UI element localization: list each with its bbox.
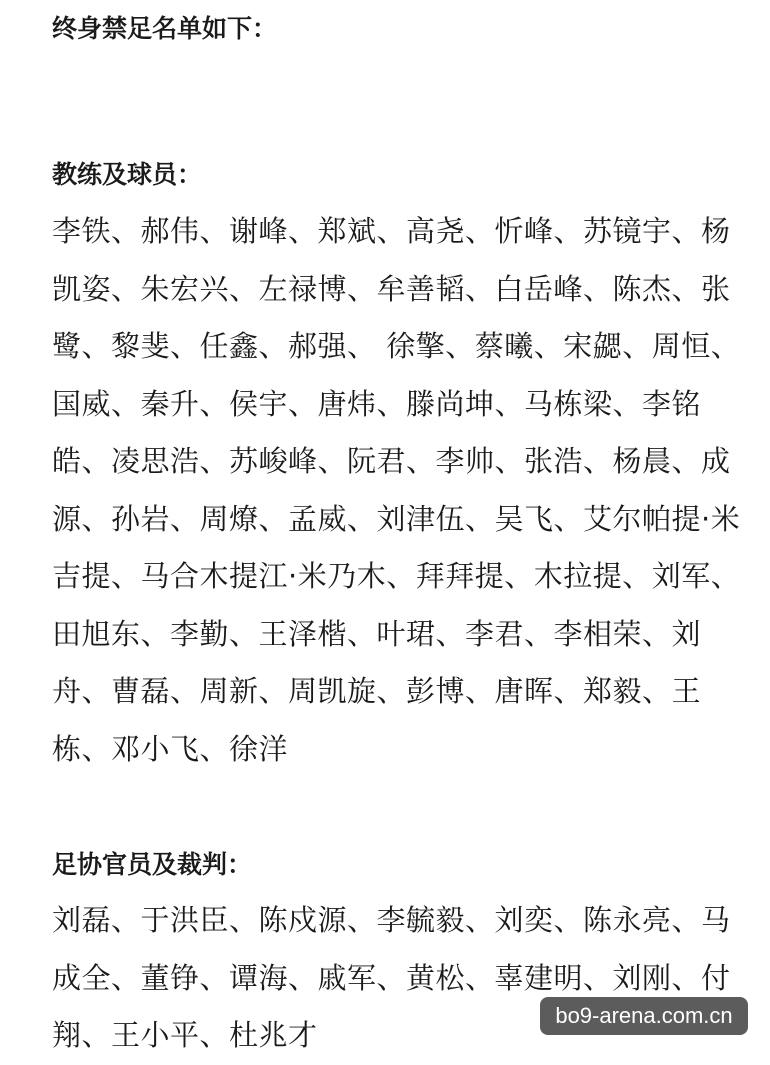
official-name-list bbox=[52, 892, 742, 1065]
name-line: 皓、凌思浩、苏峻峰、阮君、李帅、张浩、杨晨、成 bbox=[52, 444, 731, 478]
name-line: 李铁、郝伟、谢峰、郑斌、高尧、忻峰、苏镜宇、杨 bbox=[52, 214, 731, 248]
name-line: 凯姿、朱宏兴、左禄博、牟善韬、白岳峰、陈杰、张 bbox=[52, 271, 731, 306]
name-line: 鹭、黎斐、任鑫、郝强、 徐擎、蔡曦、宋勰、周恒、 bbox=[52, 329, 741, 363]
name-line: 翔、王小平、杜兆才 bbox=[52, 1018, 318, 1052]
name-line: 成全、董铮、谭海、戚军、黄松、辜建明、刘刚、付 bbox=[52, 960, 731, 995]
player-name-list bbox=[52, 203, 742, 778]
name-line: 刘磊、于洪臣、陈戍源、李毓毅、刘奕、陈永亮、马 bbox=[52, 903, 731, 937]
name-line: 国威、秦升、侯宇、唐炜、滕尚坤、马栋梁、李铭 bbox=[52, 386, 702, 421]
section-heading-players: 教练及球员： bbox=[52, 160, 203, 189]
section-heading-officials: 足协官员及裁判： bbox=[52, 850, 253, 879]
watermark-label: bo9-arena.com.cn bbox=[540, 997, 748, 1035]
name-line: 吉提、马合木提江·米乃木、拜拜提、木拉提、刘军、 bbox=[52, 559, 741, 593]
page-title: 终身禁足名单如下： bbox=[52, 14, 278, 43]
name-line: 田旭东、李勤、王泽楷、叶珺、李君、李相荣、刘 bbox=[52, 616, 702, 651]
name-line: 栋、邓小飞、徐洋 bbox=[52, 731, 289, 766]
name-line: 源、孙岩、周燎、孟威、刘津伍、吴飞、艾尔帕提·米 bbox=[52, 501, 741, 536]
name-line: 舟、曹磊、周新、周凯旋、彭博、唐晖、郑毅、王 bbox=[52, 674, 702, 708]
